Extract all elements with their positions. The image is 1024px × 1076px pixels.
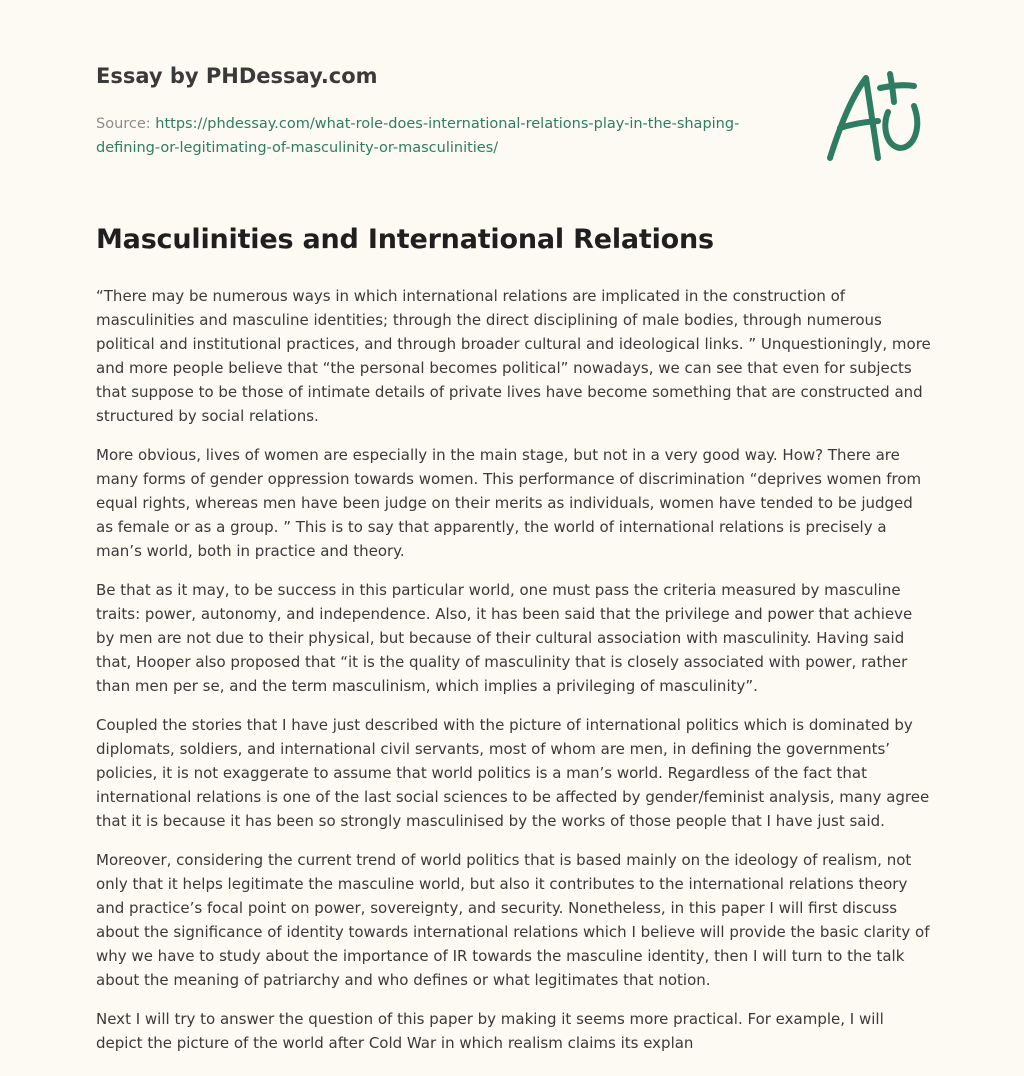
article-body [96,284,932,1070]
source-link[interactable]: https://phdessay.com/what-role-does-international-relations-play-in-the-shaping-defining-or-legitimating-of-masculinity-or-masculinities/ [96,116,740,156]
source-line [96,112,756,160]
article-title: Masculinities and International Relations [96,224,714,255]
article-paragraph: “There may be numerous ways in which international relations are implicated in the construction of masculinities and masculine identities; through the direct disciplining of male bodies, through numerous political and institutional practices, and through broader cultural and ideological links. ” Unquestioningly, more and more people believe that “the personal becomes political” nowadays, we can see that even for subjects that suppose to be those of intimate details of private lives have become something that are constructed and structured by social relations. [96,287,931,425]
site-brand: Essay by PHDessay.com [96,64,378,88]
article-paragraph: Next I will try to answer the question of this paper by making it seems more practical. For example, I will depict the picture of the world after Cold War in which realism claims its explan [96,1010,884,1052]
article-paragraph: Be that as it may, to be success in this particular world, one must pass the criteria measured by masculine traits: power, autonomy, and independence. Also, it has been said that the privilege and power that achieve by men are not due to their physical, but because of their cultural association with masculinity. Having said that, Hooper also proposed that “it is the quality of masculinity that is closely associated with power, rather than men per se, and the term masculinism, which implies a privileging of masculinity”. [96,581,913,695]
a-plus-grade-icon [818,66,938,166]
source-label: Source: [96,116,151,132]
article-paragraph: Moreover, considering the current trend of world politics that is based mainly on the ideology of realism, not only that it helps legitimate the masculine world, but also it contributes to the international relations theory and practice’s focal point on power, sovereignty, and security. Nonetheless, in this paper I will first discuss about the significance of identity towards international relations which I believe will provide the basic clarity of why we have to study about the importance of IR towards the masculine identity, then I will turn to the talk about the meaning of patriarchy and who defines or what legitimates that notion. [96,851,930,989]
article-paragraph: Coupled the stories that I have just described with the picture of international politics which is dominated by diplomats, soldiers, and international civil servants, most of whom are men, in defining the governments’ policies, it is not exaggerate to assume that world politics is a man’s world. Regardless of the fact that international relations is one of the last social sciences to be affected by gender/feminist analysis, many agree that it is because it has been so strongly masculinised by the works of those people that I have just said. [96,716,930,830]
article-paragraph: More obvious, lives of women are especially in the main stage, but not in a very good way. How? There are many forms of gender oppression towards women. This performance of discrimination “deprives women from equal rights, whereas men have been judge on their merits as individuals, women have tended to be judged as female or as a group. ” This is to say that apparently, the world of international relations is precisely a man’s world, both in practice and theory. [96,446,922,560]
